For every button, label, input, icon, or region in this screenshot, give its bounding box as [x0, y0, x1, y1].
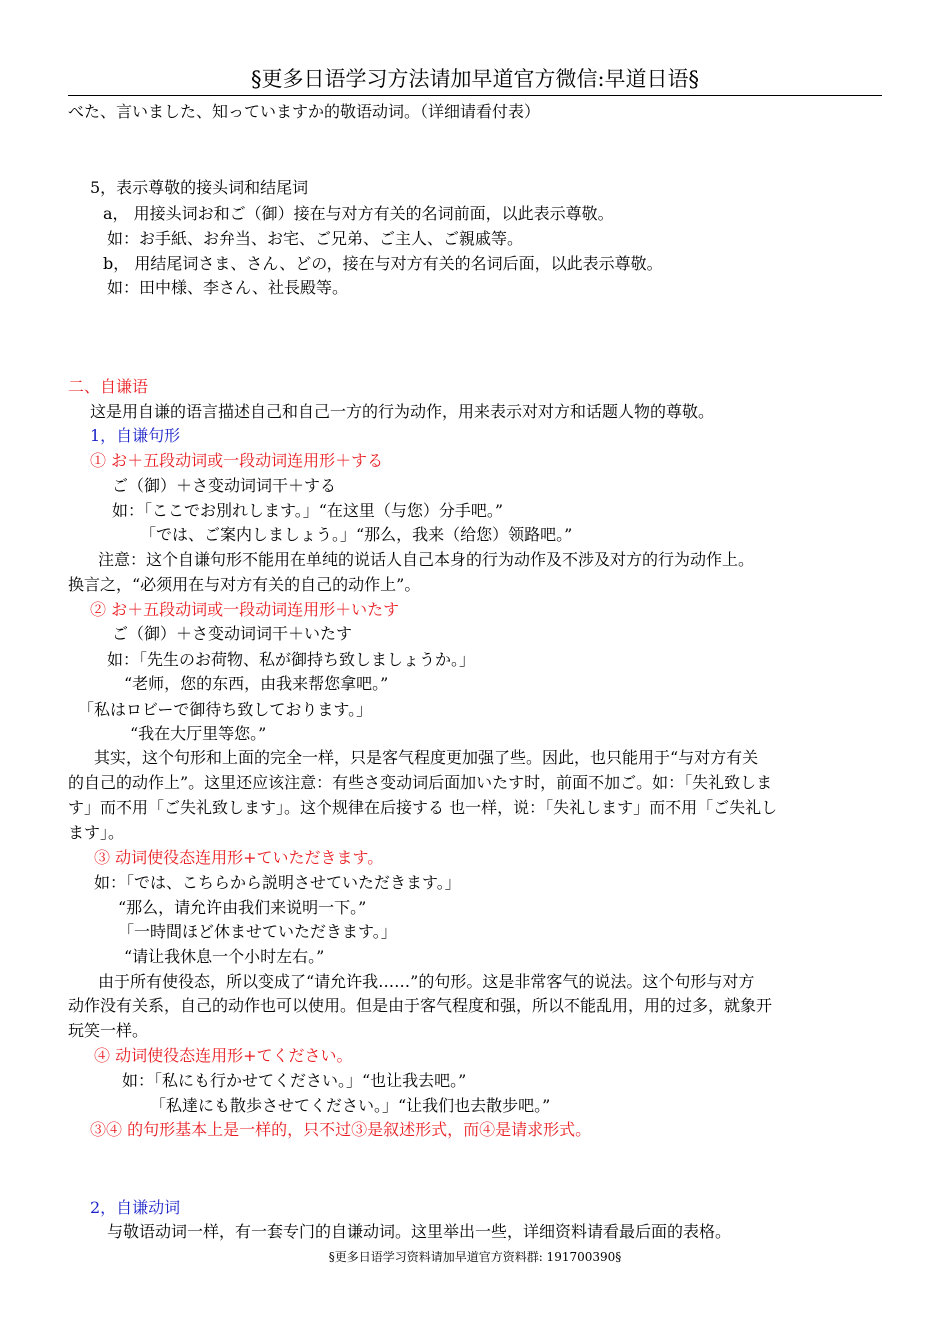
text-line: 的自己的动作上”。这里还应该注意：有些さ变动词后面加いたす时，前面不加ご。如：「失礼致しま	[68, 773, 773, 792]
text-line: “那么，请允许由我们来说明一下。”	[118, 898, 367, 917]
text-line: 如：田中様、李さん、社長殿等。	[107, 278, 348, 297]
text-line: 如：「先生のお荷物、私が御持ち致しましょうか。」	[107, 650, 476, 669]
text-line: 如：「ここでお別れします。」“在这里（与您）分手吧。”	[112, 501, 504, 520]
text-line: b， 用结尾词さま、さん、どの，接在与对方有关的名词后面，以此表示尊敬。	[103, 254, 663, 273]
text-line: ご（御）＋さ变动词词干＋いたす	[112, 624, 353, 643]
text-line: ます」。	[68, 823, 125, 842]
page-footer: §更多日语学习资料请加早道官方资料群: 191700390§	[328, 1250, 622, 1264]
text-line: す」而不用「ご失礼致します」。这个规律在后接する 也一样，说：「失礼します」而不用「ご失礼し	[68, 798, 778, 817]
text-line: 如：「私にも行かせてください。」“也让我去吧。”	[122, 1071, 467, 1090]
page-header: §更多日语学习方法请加早道官方微信:早道日语§	[250, 67, 700, 91]
pattern-heading: ② お＋五段动词或一段动词连用形＋いたす	[90, 600, 400, 619]
text-line: べた、言いました、知っていますか的敬语动词。（详细请看付表）	[68, 102, 541, 121]
text-line: 如：「では、こちらから説明させていただきます。」	[94, 873, 461, 892]
subsection-heading: 1，自谦句形	[90, 426, 181, 445]
text-line: 其实，这个句形和上面的完全一样，只是客气程度更加强了些。因此，也只能用于“与对方有关	[94, 748, 759, 767]
pattern-heading: ④ 动词使役态连用形+てください。	[94, 1046, 353, 1065]
text-line: 「私達にも散歩させてください。」“让我们也去散步吧。”	[150, 1096, 551, 1115]
text-line: “请让我休息一个小时左右。”	[124, 947, 325, 966]
text-line: 「私はロビーで御待ち致しております。」	[78, 700, 373, 719]
subsection-heading: 2，自谦动词	[90, 1198, 181, 1217]
text-line: “老师，您的东西，由我来帮您拿吧。”	[124, 674, 389, 693]
text-line: 「一時間ほど休ませていただきます。」	[118, 922, 397, 941]
text-line: 如：お手紙、お弁当、お宅、ご兄弟、ご主人、ご親戚等。	[107, 229, 524, 248]
text-line: 这是用自谦的语言描述自己和自己一方的行为动作，用来表示对对方和话题人物的尊敬。	[90, 402, 715, 421]
text-line: 5，表示尊敬的接头词和结尾词	[90, 178, 309, 197]
text-line: 由于所有使役态，所以变成了“请允许我……”的句形。这是非常客气的说法。这个句形与对方	[98, 972, 755, 991]
text-line: a， 用接头词お和ご（御）接在与对方有关的名词前面，以此表示尊敬。	[103, 204, 614, 223]
header-rule	[68, 95, 882, 96]
text-line: 注意：这个自谦句形不能用在单纯的说话人自己本身的行为动作及不涉及对方的行为动作上。	[98, 550, 755, 569]
text-line: ご（御）＋さ变动词词干＋する	[112, 476, 337, 495]
text-line: 换言之，“必须用在与对方有关的自己的动作上”。	[68, 575, 421, 594]
pattern-heading: ① お＋五段动词或一段动词连用形＋する	[90, 451, 384, 470]
text-line: 「では、ご案内しましょう。」“那么，我来（给您）领路吧。”	[140, 525, 573, 544]
text-line: 与敬语动词一样，有一套专门的自谦动词。这里举出一些，详细资料请看最后面的表格。	[107, 1222, 732, 1241]
text-line: 玩笑一样。	[68, 1021, 149, 1040]
section-heading: 二、自谦语	[68, 377, 149, 396]
text-line: 动作没有关系，自己的动作也可以使用。但是由于客气程度和强，所以不能乱用，用的过多，就象开	[68, 996, 773, 1015]
text-line: “我在大厅里等您。”	[130, 724, 267, 743]
pattern-heading: ③ 动词使役态连用形+ていただきます。	[94, 848, 384, 867]
summary-note: ③④ 的句形基本上是一样的，只不过③是叙述形式，而④是请求形式。	[90, 1120, 592, 1139]
